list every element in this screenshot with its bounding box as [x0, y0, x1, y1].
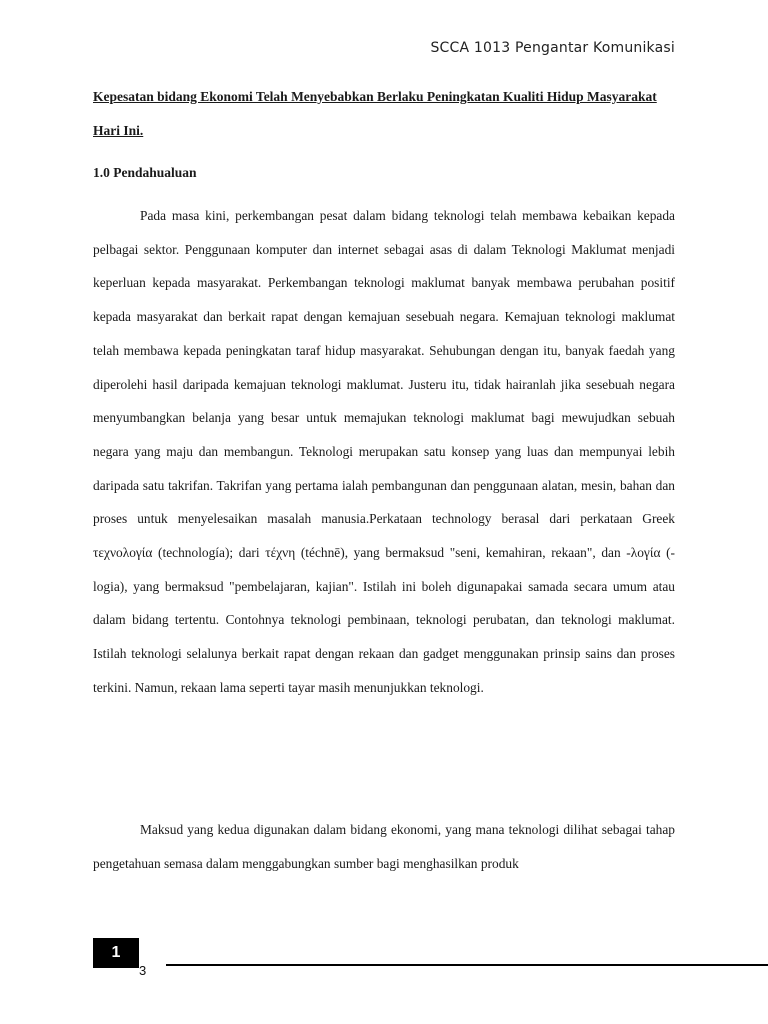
paragraph-1: Pada masa kini, perkembangan pesat dalam bidang teknologi telah membawa kebaikan kepada pelbagai sektor. Penggunaan komputer dan internet sebagai asas di dalam Teknologi Maklumat menjadi keperluan kepada masyarakat. Perkembangan teknologi maklumat banyak membawa perubahan positif kepada masyarakat dan berkait rapat dengan kemajuan sesebuah negara. Kemajuan teknologi maklumat telah membawa kepada peningkatan taraf hidup masyarakat. Sehubungan dengan itu, banyak faedah yang diperolehi hasil daripada kemajuan teknologi maklumat. Justeru itu, tidak hairanlah jika sesebuah negara menyumbangkan belanja yang besar untuk memajukan teknologi maklumat bagi mewujudkan sebuah negara yang maju dan membangun. Teknologi merupakan satu konsep yang luas dan mempunyai lebih daripada satu takrifan. Takrifan yang pertama ialah pembangunan dan penggunaan alatan, mesin, bahan dan proses untuk menyelesaikan masalah manusia.Perkataan technology berasal dari perkataan Greek τεχνολογία (technología); dari τέχνη (téchnē), yang bermaksud "seni, kemahiran, rekaan", dan -λογία (-logia), yang bermaksud "pembelajaran, kajian". Istilah ini boleh digunapakai samada secara umum atau dalam bidang tertentu. Contohnya teknologi pembinaan, teknologi perubatan, dan teknologi maklumat. Istilah teknologi selalunya berkait rapat dengan rekaan dan gadget menggunakan prinsip sains dan proses terkini. Namun, rekaan lama seperti tayar masih menunjukkan teknologi. [93, 208, 675, 695]
page-number: 1 [111, 944, 121, 961]
page-total: 3 [139, 963, 147, 978]
paragraph-2: Maksud yang kedua digunakan dalam bidang ekonomi, yang mana teknologi dilihat sebagai tahap pengetahuan semasa dalam menggabungkan sumber bagi menghasilkan produk [93, 822, 675, 871]
page-number-badge [93, 938, 139, 968]
section-heading: 1.0 Pendahualuan [93, 165, 197, 180]
running-header: SCCA 1013 Pengantar Komunikasi [430, 40, 675, 56]
document-title: Kepesatan bidang Ekonomi Telah Menyebabkan Berlaku Peningkatan Kualiti Hidup Masyarakat Hari Ini. [93, 89, 657, 138]
footer-divider [166, 964, 768, 966]
